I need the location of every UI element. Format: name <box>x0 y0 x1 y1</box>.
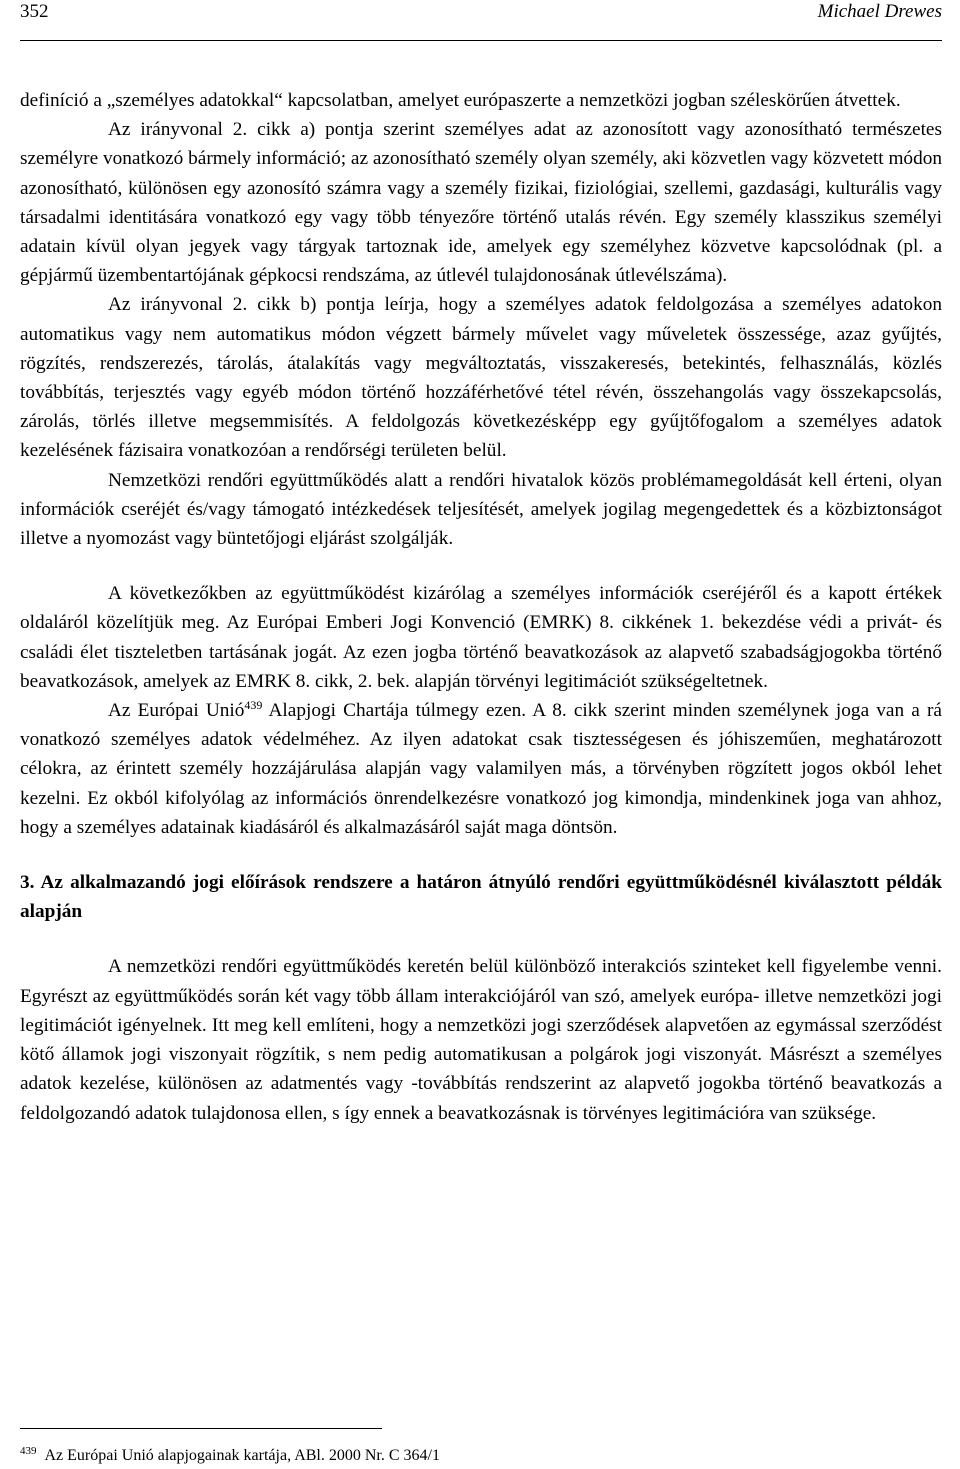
paragraph-gap <box>20 553 942 579</box>
footnote-reference: 439 <box>244 698 263 713</box>
paragraph-2: Az irányvonal 2. cikk a) pontja szerint személyes adat az azonosított vagy azonosítható természetes személyre vonatkozó bármely információ; az azonosítható személy olyan személy, aki közvetlen vagy közvetett módon azonosítható, különösen egy azonosító számra vagy a személy fizikai, fiziológiai, szellemi, gazdasági, kulturális vagy társadalmi identitására vonatkozó egy vagy több tényezőre történő utalás révén. Egy személy klasszikus személyi adatain kívül olyan jegyek vagy tárgyak tartoznak ide, amelyek egy személyhez közvetve kapcsolódnak (pl. a gépjármű üzembentartójának gépkocsi rendszáma, az útlevél tulajdonosának útlevélszáma). <box>20 119 942 287</box>
body-text <box>20 86 942 1128</box>
footnote-number: 439 <box>20 1445 37 1457</box>
paragraph-6-start: Az Európai Unió <box>108 700 245 722</box>
page-number: 352 <box>20 1 49 22</box>
paragraph-4: Nemzetközi rendőri együttműködés alatt a rendőri hivatalok közös problémamegoldását kell érteni, olyan információk cseréjét és/vagy támogató intézkedések teljesítését, amelyek jogilag megengedettek és a közbiztonságot illetve a nyomozást vagy büntetőjogi eljárást szolgálják. <box>20 469 942 550</box>
section-heading: 3. Az alkalmazandó jogi előírások rendszere a határon átnyúló rendőri együttműködésnél kiválasztott példák alapján <box>20 872 942 923</box>
footnote-divider <box>20 1428 382 1429</box>
paragraph-6-rest: Alapjogi Chartája túlmegy ezen. A 8. cikk szerint minden személynek joga van a rá vonatkozó személyes adatok védelméhez. Az ilyen adatokat csak tisztességesen és jóhiszeműen, meghatározott célokra, az érintett személy hozzájárulása alapján vagy valamilyen más, a törvényben rögzített jogos okból lehet kezelni. Ez okból kifolyólag az információs önrendelkezésre vonatkozó jog kimondja, mindenkinek joga van ahhoz, hogy a személyes adatainak kiadásáról és alkalmazásáról saját maga döntsön. <box>20 700 942 838</box>
footnote <box>20 1440 942 1467</box>
section-gap <box>20 842 942 868</box>
paragraph-7: A nemzetközi rendőri együttműködés keretén belül különböző interakciós szinteket kell figyelembe venni. Egyrészt az együttműködés során két vagy több állam interakciójáról van szó, amelyek európa- illetve nemzetközi jogi legitimációt igényelnek. Itt meg kell említeni, hogy a nemzetközi jogi szerződések alapvetően az egymással szerződést kötő államok jogi viszonyait rögzítik, s nem pedig automatikusan a polgárok jogi viszonyát. Másrészt a személyes adatok kezelése, különösen az adatmentés vagy -továbbítás rendszerint az alapvető jogokba történő beavatkozás a feldolgozandó adatok tulajdonosa ellen, s így ennek a beavatkozásnak is törvényes legitimációra van szüksége. <box>20 956 942 1124</box>
paragraph-6 <box>20 696 942 842</box>
paragraph-3: Az irányvonal 2. cikk b) pontja leírja, hogy a személyes adatok feldolgozása a személyes adatokon automatikus vagy nem automatikus módon végzett bármely művelet vagy műveletek összessége, azaz gyűjtés, rögzítés, rendszerezés, tárolás, átalakítás vagy megváltoztatás, visszakeresés, betekintés, felhasználás, közlés továbbítás, terjesztés vagy egyéb módon történő hozzáférhetővé tétel révén, összehangolás vagy összekapcsolás, zárolás, törlés illetve megsemmisítés. A feldolgozás következésképp egy gyűjtőfogalom a személyes adatok kezelésének fázisaira vonatkozóan a rendőrségi területen belül. <box>20 294 942 462</box>
footnote-text: Az Európai Unió alapjogainak kartája, ABl. 2000 Nr. C 364/1 <box>44 1447 440 1464</box>
section-gap-2 <box>20 926 942 952</box>
paragraph-1: definíció a „személyes adatokkal“ kapcsolatban, amelyet európaszerte a nemzetközi jogban széleskörűen átvettek. <box>20 90 901 111</box>
page-header <box>20 0 942 41</box>
paragraph-5: A következőkben az együttműködést kizárólag a személyes információk cseréjéről és a kapott értékek oldaláról közelítjük meg. Az Európai Emberi Jogi Konvenció (EMRK) 8. cikkének 1. bekezdése védi a privát- és családi élet tiszteletben tartásának jogát. Az ezen jogba történő beavatkozások az alapvető szabadságjogokba történő beavatkozások, amelyek az EMRK 8. cikk, 2. bek. alapján törvényi legitimációt szükségeltetnek. <box>20 583 942 692</box>
running-head-author: Michael Drewes <box>817 1 942 22</box>
